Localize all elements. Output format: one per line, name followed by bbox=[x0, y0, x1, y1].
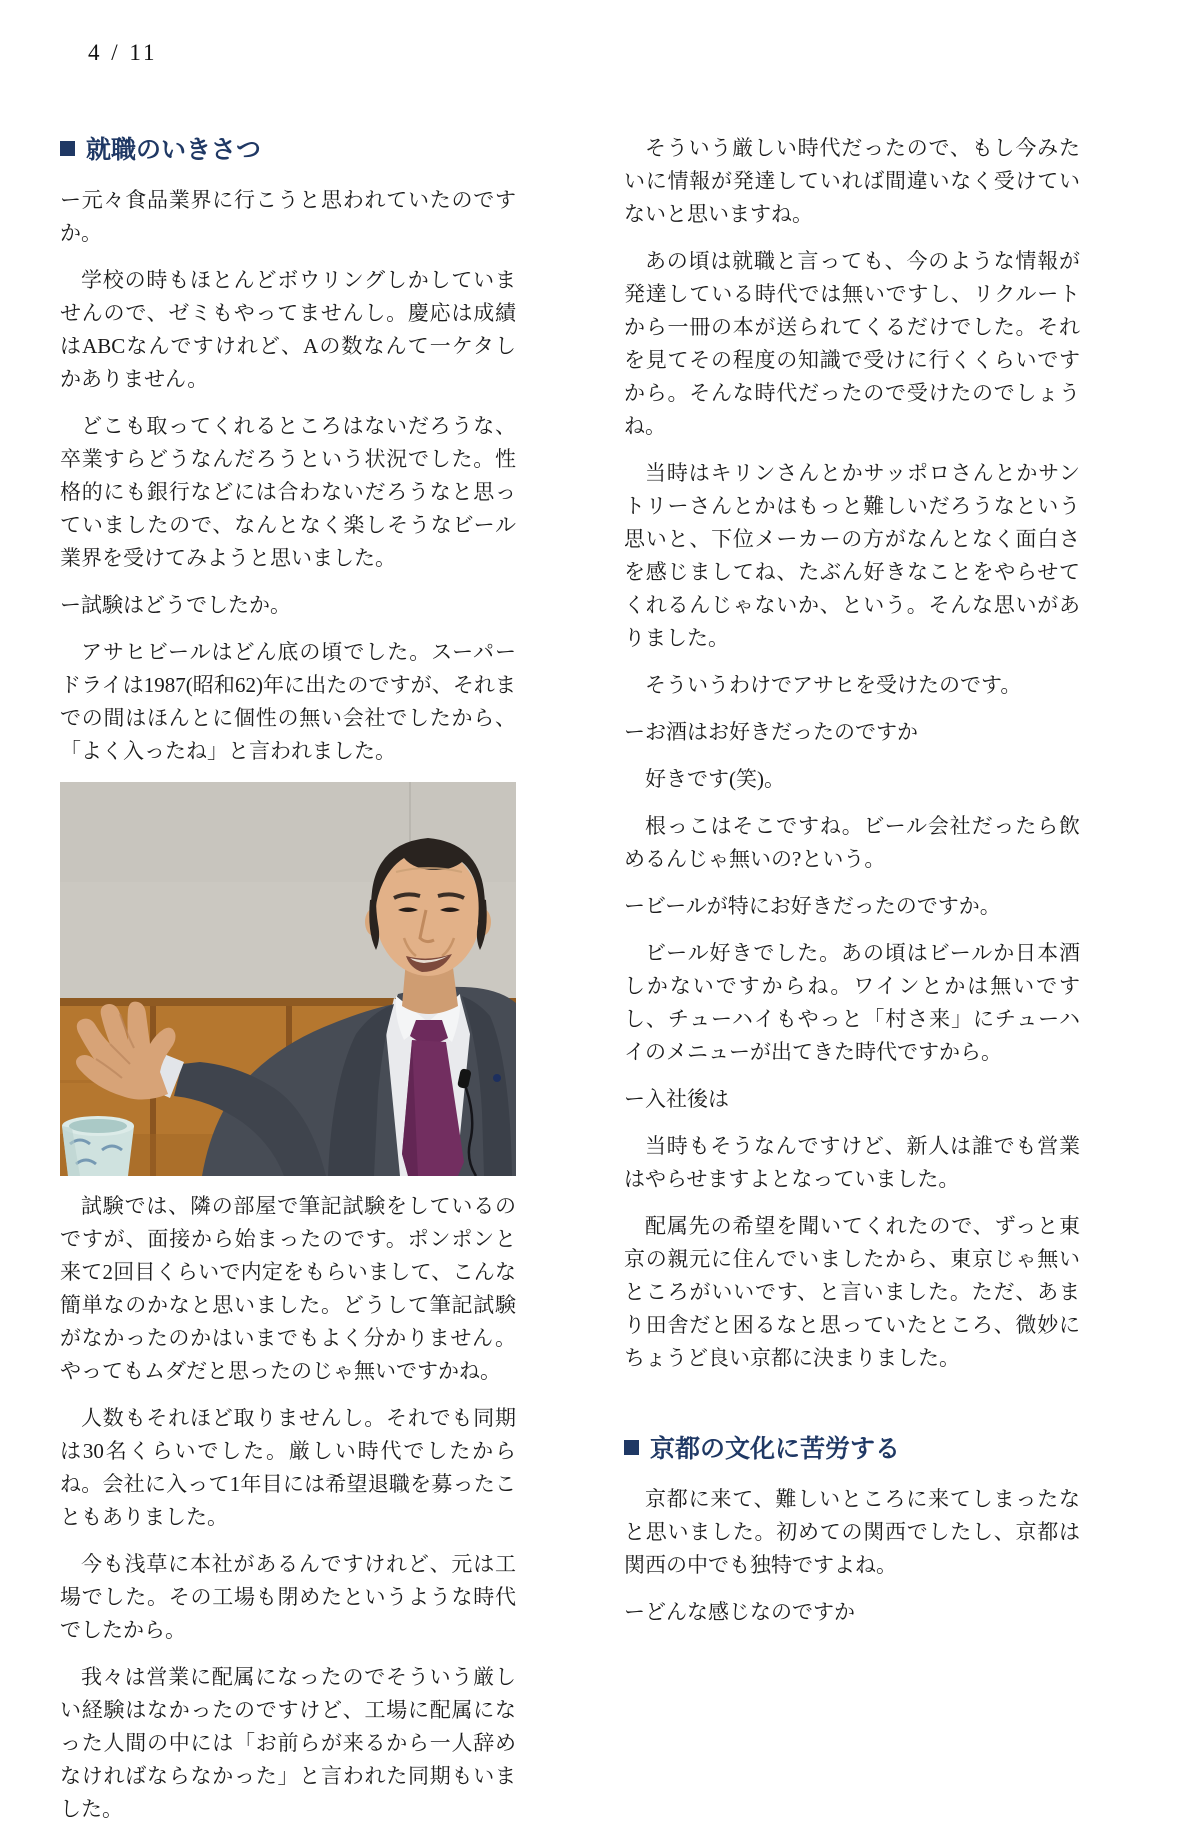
left-column bbox=[60, 132, 516, 1840]
answer-paragraph: 学校の時もほとんどボウリングしかしていませんので、ゼミもやってませんし。慶応は成績はABCなんですけれど、Aの数なんて一ケタしかありません。 bbox=[60, 268, 516, 391]
answer-paragraph: 当時はキリンさんとかサッポロさんとかサントリーさんとかはもっと難しいだろうなという思いと、下位メーカーの方がなんとなく面白さを感じましてね、たぶん好きなことをやらせてくれるんじゃないか、という。そんな思いがありました。 bbox=[624, 461, 1080, 650]
answer-paragraph: 我々は営業に配属になったのでそういう厳しい経験はなかったのですけど、工場に配属になった人間の中には「お前らが来るから一人辞めなければならなかった」と言われた同期もいました。 bbox=[60, 1665, 516, 1821]
section-heading-2-text: 京都の文化に苦労する bbox=[650, 1435, 901, 1463]
answer-paragraph: あの頃は就職と言っても、今のような情報が発達している時代では無いですし、リクルートから一冊の本が送られてくるだけでした。それを見てその程度の知識で受けに行くくらいですから。そんな時代だったので受けたのでしょうね。 bbox=[624, 249, 1080, 438]
answer-paragraph: 根っこはそこですね。ビール会社だったら飲めるんじゃ無いの?という。 bbox=[624, 814, 1080, 871]
question-paragraph: ー元々食品業界に行こうと思われていたのですか。 bbox=[60, 188, 516, 245]
interview-photo bbox=[60, 782, 516, 1176]
answer-paragraph: 京都に来て、難しいところに来てしまったなと思いました。初めての関西でしたし、京都は関西の中でも独特ですよね。 bbox=[624, 1487, 1080, 1577]
teacup bbox=[62, 1116, 134, 1176]
interview-photo-graphic bbox=[60, 782, 516, 1176]
question-paragraph: ー試験はどうでしたか。 bbox=[60, 593, 291, 617]
page-number: 4 / 11 bbox=[88, 40, 158, 65]
answer-paragraph: 人数もそれほど取りませんし。それでも同期は30名くらいでした。厳しい時代でしたからね。会社に入って1年目には希望退職を募ったこともありました。 bbox=[60, 1406, 516, 1529]
question-paragraph: ーお酒はお好きだったのですか bbox=[624, 720, 918, 744]
answer-paragraph: 今も浅草に本社があるんですけれど、元は工場でした。その工場も閉めたというような時代でしたから。 bbox=[60, 1552, 516, 1642]
answer-paragraph: アサヒビールはどん底の頃でした。スーパードライは1987(昭和62)年に出たのですが、それまでの間はほんとに個性の無い会社でしたから、「よく入ったね」と言われました。 bbox=[60, 640, 516, 763]
answer-paragraph: どこも取ってくれるところはないだろうな、卒業すらどうなんだろうという状況でした。性格的にも銀行などには合わないだろうなと思っていましたので、なんとなく楽しそうなビール業界を受けてみようと思いました。 bbox=[60, 414, 516, 570]
question-paragraph: ービールが特にお好きだったのですか。 bbox=[624, 894, 1001, 918]
answer-paragraph: 試験では、隣の部屋で筆記試験をしているのですが、面接から始まったのです。ポンポンと来て2回目くらいで内定をもらいまして、こんな簡単なのかなと思いました。どうして筆記試験がなかったのかはいまでもよく分かりません。やってもムダだと思ったのじゃ無いですかね。 bbox=[60, 1194, 516, 1383]
section-marker-icon bbox=[624, 1440, 639, 1455]
answer-paragraph: そういうわけでアサヒを受けたのです。 bbox=[645, 673, 1022, 697]
answer-paragraph: そういう厳しい時代だったので、もし今みたいに情報が発達していれば間違いなく受けていないと思いますね。 bbox=[624, 136, 1080, 226]
question-paragraph: ーどんな感じなのですか bbox=[624, 1600, 855, 1624]
answer-paragraph: ビール好きでした。あの頃はビールか日本酒しかないですからね。ワインとかは無いですし、チューハイもやっと「村さ来」にチューハイのメニューが出てきた時代ですから。 bbox=[624, 941, 1080, 1064]
section-heading-1 bbox=[60, 132, 516, 164]
answer-paragraph: 当時もそうなんですけど、新人は誰でも営業はやらせますよとなっていました。 bbox=[624, 1134, 1080, 1191]
question-paragraph: ー入社後は bbox=[624, 1087, 729, 1111]
answer-paragraph: 好きです(笑)。 bbox=[645, 767, 785, 791]
section-marker-icon bbox=[60, 141, 75, 156]
section-heading-2 bbox=[624, 1431, 1080, 1463]
right-column bbox=[624, 132, 1080, 1643]
answer-paragraph: 配属先の希望を聞いてくれたので、ずっと東京の親元に住んでいましたから、東京じゃ無いところがいいです、と言いました。ただ、あまり田舎だと困るなと思っていたところ、微妙にちょうど良い京都に決まりました。 bbox=[624, 1214, 1080, 1370]
section-heading-1-text: 就職のいきさつ bbox=[86, 136, 262, 164]
